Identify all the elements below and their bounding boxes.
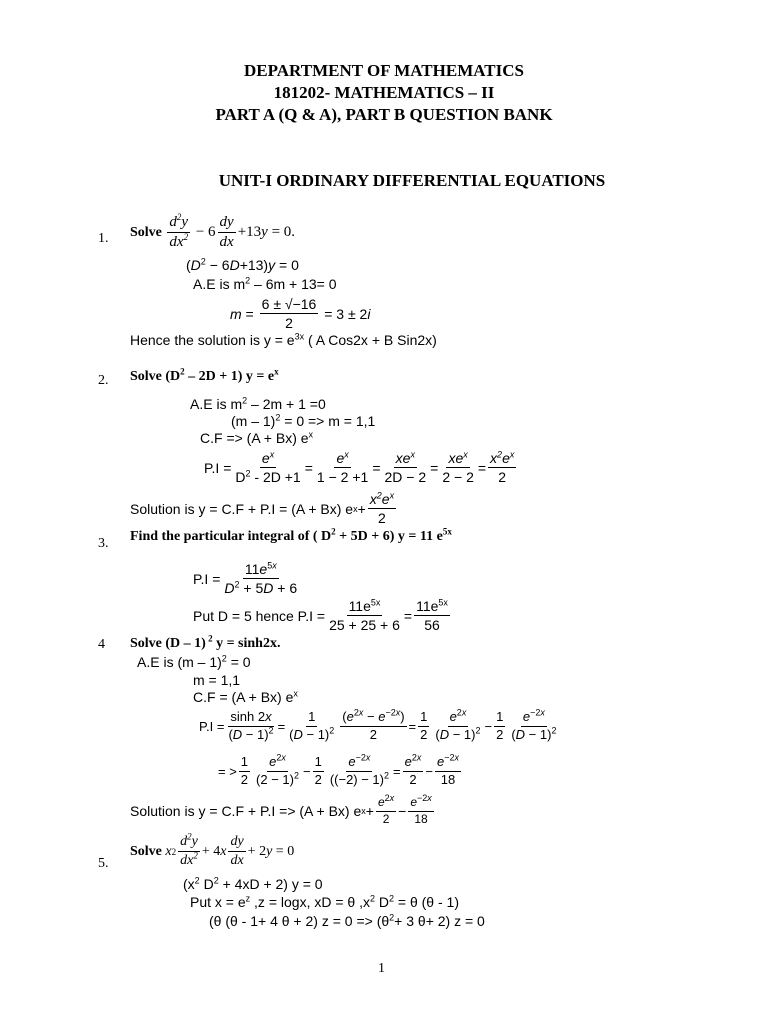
question-4-statement: Solve (D – 1) $^2$ y = sinh2x. [130,633,281,651]
question-2-number: 2. [98,373,109,388]
question-4-solution: Solution is y = C.F + P.I => (A + Bx) e x + $\frac{e^{2x}}{2}$ − $\frac{e^{-2x}}{18}$ [130,793,432,826]
question-1-roots: m = $\frac{6 \pm √-16}{2}$ = 3 ± 2 i [230,296,371,332]
question-4-evaluation: = > $\frac{1}{2}$ $\frac{e^{2x}}{(2 - 1)^2}$ − $\frac{1}{2}$ $\frac{e^{-2x}}{((-2) - 1)^2}$ = $\frac{e^{2x}}{2}$ − $\frac{e^{-2x}}{18}$ [218,752,459,787]
question-2-complementary-function: C.F => (A + Bx) $e^x$ [200,429,314,446]
math-fraction: $\frac{dy}{dx}$ [219,214,234,251]
question-bank-heading: PART A (Q & A), PART B QUESTION BANK [215,105,553,124]
question-1-aux-equation: A.E is $m^2 - 6m + 13= 0$ [193,275,337,292]
math-fraction: $\frac{d^2y}{dx^2}$ [169,212,189,251]
question-4-number: 4 [98,637,105,652]
question-4-roots: m = 1,1 [193,672,241,688]
question-5-statement: Solve x 2 $\frac{d^2y}{dx^2}$ + 4 x $\frac{dy}{dx}$ + 2 y = 0 [130,831,295,869]
question-4-particular-integral: P.I = $\frac{\sinh 2x}{(D - 1)^2}$ = $\frac{1}{(D - 1)^2}$ $\frac{(e^{2x} - e^{-2x})}{2}$ = $\frac{1}{2}$ $\frac{e^{2x}}{(D - 1)^2}$ − $\frac{1}{2}$ $\frac{e^{-2x}}{(D - 1)^2}$ [199,707,557,742]
question-2-solution: Solution is y = C.F + P.I = (A + Bx) e x + $\frac{x^2e^x}{2}$ [130,490,395,527]
course-heading: 181202- MATHEMATICS – II [273,83,495,102]
question-1-number: 1. [98,231,109,246]
question-2-aux-equation: A.E is $m^2 - 2m + 1 =0$ [190,395,326,412]
unit-title: UNIT-I ORDINARY DIFFERENTIAL EQUATIONS [218,171,606,190]
question-3-number: 3. [98,536,109,551]
department-heading: DEPARTMENT OF MATHEMATICS [244,61,524,80]
page-number: 1 [378,961,385,976]
question-2-particular-integral: P.I = $\frac{e^x}{D^2 - 2D +1}$ = $\frac{e^x}{1 - 2 +1}$ = $\frac{xe^x}{2D - 2}$ = $\frac{xe^x}{2 - 2}$ = $\frac{x^2e^x}{2}$ [204,449,515,486]
question-2-roots: (m – 1)$^2$ = 0 => m = 1,1 [231,412,376,429]
question-5-number: 5. [98,856,109,871]
question-1-operator-form: $(D^2 - 6D+13)y = 0$ [186,256,299,273]
question-5-theta-form: (θ (θ - 1+ 4 θ + 2) $z = 0 => (\theta^2+ 3$ θ+ 2) z = 0 [209,912,485,929]
question-5-substitution: Put $x = e^z$ ,z = logx, xD = θ $,x^2$ $D^2 = \theta$ (θ - 1) [190,893,459,910]
question-3-substitution: Put D = 5 hence P.I = $\frac{11e^{5x}}{25 + 25 + 6}$ = $\frac{11e^{5x}}{56}$ [193,597,448,634]
solve-label: Solve [130,843,162,859]
question-4-complementary-function: C.F = (A + Bx) $e^x$ [193,688,298,705]
question-1-solution: Hence the solution is $y = e^{3x}$ ( A Cos2x + B Sin2x) [130,331,437,348]
question-3-statement: Find the particular integral of ( $D^2 + 5D + 6$) y = 11 $e^{5x}$ [130,526,452,544]
question-2-statement: Solve $(D^2 - 2D + 1) y = e^x$ [130,366,279,384]
question-1-statement: Solve $\frac{d^2y}{dx^2}$ − 6 $\frac{dy}{dx}$ +13y = 0. [130,212,296,251]
question-4-aux-equation: A.E is (m – 1)$^2$ = 0 [137,653,251,670]
solve-label: Solve [130,224,162,240]
question-3-particular-integral: P.I = $\frac{11e^{5x}}{D^2 + 5D + 6}$ [193,560,298,597]
question-5-operator-form: ($x^2$ $D^2 + 4xD + 2$) y = 0 [183,875,323,892]
